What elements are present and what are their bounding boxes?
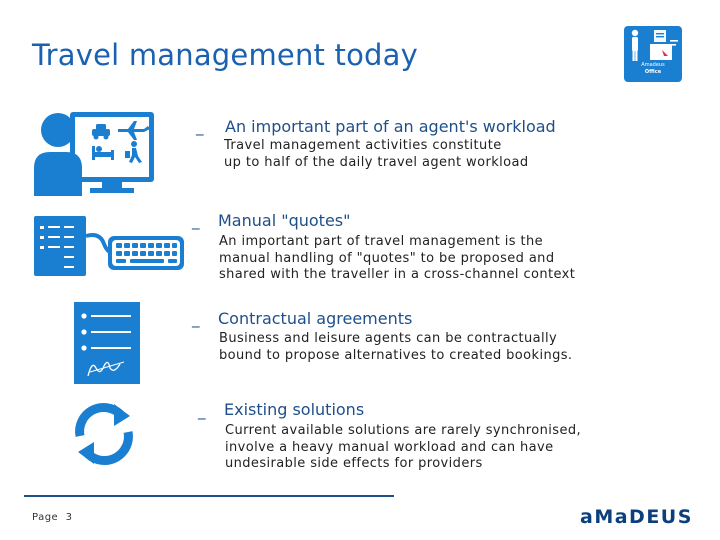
bullet-dash: _ <box>192 310 200 328</box>
section-heading: Contractual agreements <box>218 309 413 328</box>
section-heading: An important part of an agent's workload <box>225 117 556 136</box>
section-body-line: undesirable side effects for providers <box>225 456 483 471</box>
section-body <box>219 234 575 284</box>
list-keyboard-icon <box>34 214 186 278</box>
section-body <box>219 331 572 364</box>
page-title: Travel management today <box>32 38 418 72</box>
badge-line-1: Amadeus <box>641 62 665 68</box>
amadeus-logo: aMaDEUS <box>580 506 693 528</box>
section-body-line: Business and leisure agents can be contractually <box>219 331 558 346</box>
page-number-value: 3 <box>65 512 73 523</box>
bullet-dash: _ <box>196 118 204 136</box>
section-body-line: An important part of travel management is the <box>219 234 543 249</box>
sync-arrows-icon <box>70 400 138 468</box>
agent-computer-icon <box>32 104 162 196</box>
bullet-dash: _ <box>192 212 200 230</box>
signed-contract-icon <box>74 302 140 384</box>
section-heading: Existing solutions <box>224 400 365 419</box>
page-number <box>32 512 72 523</box>
section-body-line: involve a heavy manual workload and can have <box>225 439 554 455</box>
bullet-dash: _ <box>198 402 206 420</box>
section-body-line: Travel management activities constitute <box>224 138 502 153</box>
badge-line-2: Office <box>644 69 662 75</box>
section-heading: Manual "quotes" <box>218 211 351 230</box>
page-label: Page <box>32 512 59 523</box>
section-body-line: manual handling of "quotes" to be proposed and <box>219 250 555 266</box>
section-body-line: bound to propose alternatives to created bookings. <box>219 347 573 363</box>
section-body-line: shared with the traveller in a cross-channel context <box>219 267 576 282</box>
office-badge <box>624 26 682 82</box>
section-body-line: Current available solutions are rarely synchronised, <box>225 423 582 438</box>
section-body-line: up to half of the daily travel agent workload <box>224 154 529 170</box>
footer-divider <box>24 495 394 497</box>
section-body <box>224 138 529 171</box>
section-body <box>225 423 581 473</box>
